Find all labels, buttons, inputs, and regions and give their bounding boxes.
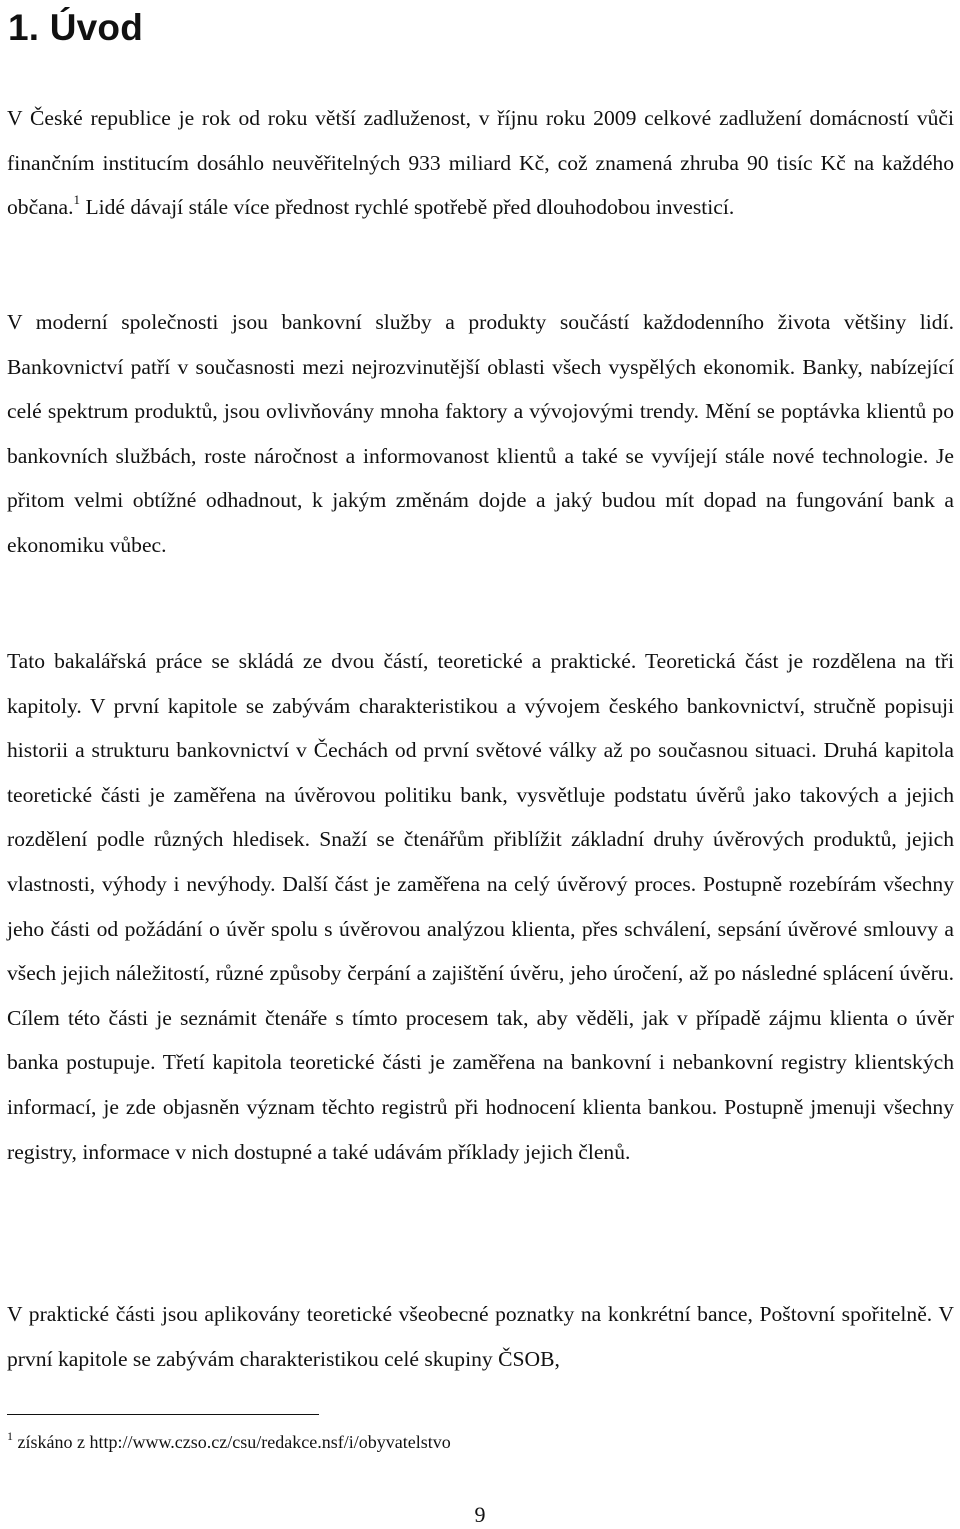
footnote-mark: 1 (7, 1429, 13, 1443)
footnote (7, 1429, 451, 1455)
footnote-reference[interactable]: 1 (73, 192, 81, 208)
chapter-heading: 1. Úvod (8, 7, 144, 48)
paragraph-intro-text: V České republice je rok od roku větší zadluženost, v říjnu roku 2009 celkové zadlužení domácností vůči finančním institucím dosáhlo neuvěřitelných 933 miliard Kč, což znamená zhruba 90 tisíc Kč na každého občana. (7, 106, 954, 220)
paragraph-banking: V moderní společnosti jsou bankovní služby a produkty součástí každodenního života většiny lidí. Bankovnictví patří v současnosti mezi nejrozvinutější oblasti všech vyspělých ekonomik. Banky, nabízející celé spektrum produktů, jsou ovlivňovány mnoha faktory a vývojovými trendy. Mění se poptávka klientů po bankovních službách, roste náročnost a informovanost klientů a také se vyvíjejí stále nové technologie. Je přitom velmi obtížné odhadnout, k jakým změnám dojde a jaký budou mít dopad na fungování bank a ekonomiku vůbec. (7, 310, 954, 557)
paragraph-practical-part: V praktické části jsou aplikovány teoretické všeobecné poznatky na konkrétní bance, Poštovní spořitelně. V první kapitole se zabývám charakteristikou celé skupiny ČSOB, (7, 1302, 954, 1371)
paragraph-thesis-structure: Tato bakalářská práce se skládá ze dvou částí, teoretické a praktické. Teoretická část je rozdělena na tři kapitoly. V první kapitole se zabývám charakteristikou a vývojem českého bankovnictví, stručně popisuji historii a strukturu bankovnictví v Čechách od první světové války až po současnou situaci. Druhá kapitola teoretické části je zaměřena na úvěrovou politiku bank, vysvětluje podstatu úvěrů jako takových a jejich rozdělení podle různých hledisek. Snaží se čtenářům přiblížit základní druhy úvěrových produktů, jejich vlastnosti, výhody i nevýhody. Další část je zaměřena na celý úvěrový proces. Postupně rozebírám všechny jeho části od požádání o úvěr spolu s úvěrovou analýzou klienta, přes schválení, sepsání úvěrové smlouvy a všech jejich náležitostí, různé způsoby čerpání a zajištění úvěru, jeho úročení, až po následné splácení úvěru. Cílem této části je seznámit čtenáře s tímto procesem tak, aby věděli, jak v případě zájmu klienta o úvěr banka postupuje. Třetí kapitola teoretické části je zaměřena na bankovní i nebankovní registry klientských informací, je zde objasněn význam těchto registrů při hodnocení klienta bankou. Postupně jmenuji všechny registry, informace v nich dostupné a také udávám příklady jejich členů. (7, 649, 954, 1164)
page-number: 9 (474, 1502, 486, 1527)
paragraph-intro (7, 96, 954, 230)
footnote-divider (7, 1414, 319, 1415)
paragraph-intro-text-after: Lidé dávají stále více přednost rychlé spotřebě před dlouhodobou investicí. (80, 195, 735, 220)
footnote-text: získáno z http://www.czso.cz/csu/redakce.nsf/i/obyvatelstvo (13, 1432, 451, 1452)
